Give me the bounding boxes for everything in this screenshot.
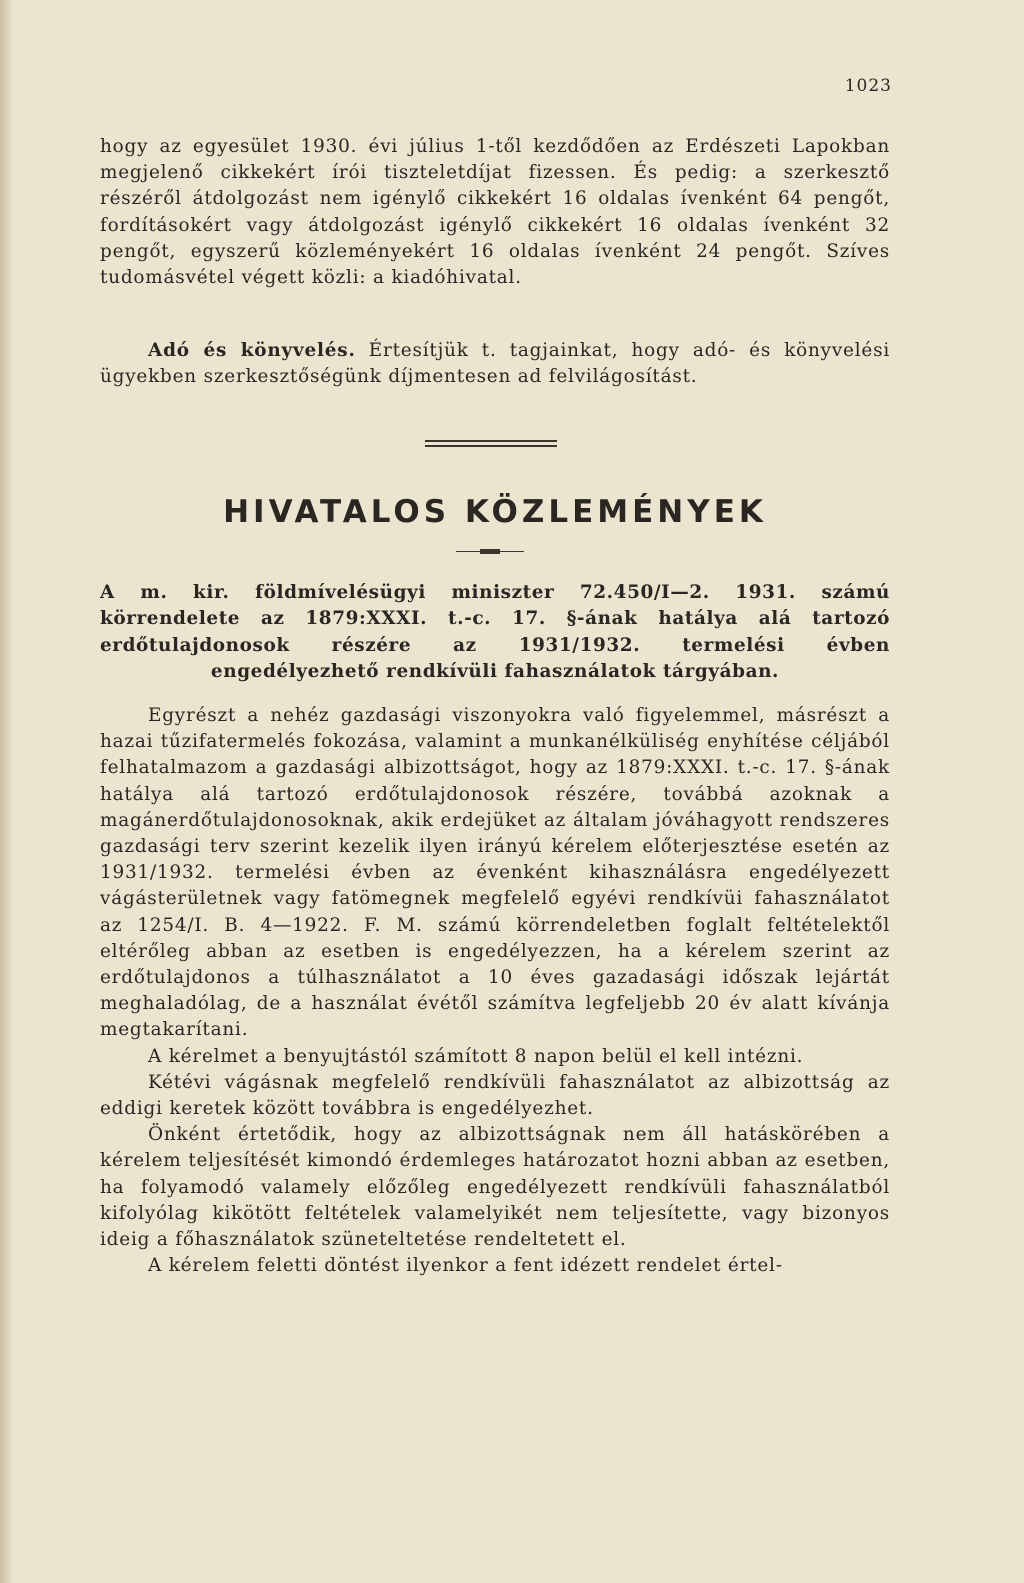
- decree-title: A m. kir. földmívelésügyi miniszter 72.450/I—2. 1931. számú körrendelete az 1879:XXXI. t.-c. 17. §-ának hatálya alá tartozó erdőtulajdonosok részére az 1931/1932. termelési évben engedélyezhető rendkívüli fahasználatok tárgyában.: [100, 582, 890, 683]
- decree-body: [100, 703, 890, 1279]
- ado-paragraph-text: [100, 338, 890, 390]
- ado-title: Adó és könyvelés.: [148, 340, 356, 361]
- decree-paragraph-5: A kérelem feletti döntést ilyenkor a fent idézett rendelet értel-: [148, 1255, 783, 1277]
- decree-paragraph-3: Kétévi vágásnak megfelelő rendkívüli fahasználatot az albizottság az eddigi keretek között továbbra is engedélyezhet.: [100, 1071, 890, 1120]
- decree-paragraph-2: A kérelmet a benyujtástól számított 8 napon belül el kell intézni.: [148, 1045, 804, 1067]
- decree-paragraph-1: Egyrészt a nehéz gazdasági viszonyokra való figyelemmel, másrészt a hazai tűzifatermelés fokozása, valamint a munkanélküliség enyhítése céljából felhatalmazom a gazdasági albizottságot, hogy az 1879:XXXI. t.-c. 17. §-ának hatálya alá tartozó erdőtulajdonosok részére, továbbá azoknak a magánerdőtulajdonosoknak, akik erdejüket az általam jóváhagyott rendszeres gazdasági terv szerint kezelik ilyen irányú kérelem előterjesztése esetén az 1931/1932. termelési évben az évenként kihasználásra engedélyezett vágásterületnek vagy fatömegnek megfelelő egyévi rendkívüi fahasználatot az 1254/I. B. 4—1922. F. M. számú körrendeletben foglalt feltételektől eltérőleg abban az esetben is engedélyezzen, ha a kérelem szerint az erdőtulajdonos a túlhasználatot a 10 éves gazadasági időszak lejártát meghaladólag, de a használat évétől számítva legfeljebb 20 év alatt kívánja megtakarítani.: [100, 705, 890, 1041]
- notice-paragraph-text: hogy az egyesület 1930. évi július 1-től kezdődően az Erdészeti Lapokban megjelenő cikkekért írói tiszteletdíjat fizessen. És pedig: a szerkesztő részéről átdolgozást nem igénylő cikkekért 16 oldalas ívenként 64 pengőt, fordításokért vagy átdolgozást igénylő cikkekért 16 oldalas ívenként 32 pengőt, egyszerű közleményekért 16 oldalas ívenként 24 pengőt. Szíves tudomásvétel végett közli: a kiadóhivatal.: [100, 136, 890, 289]
- decree-paragraph-4: Önként értetődik, hogy az albizottságnak nem áll hatáskörében a kérelem teljesítését kimondó érdemleges határozatot hozni abban az esetben, ha folyamodó valamely előzőleg engedélyezett rendkívüli fahasználatból kifolyólag kikötött feltételek valamelyikét nem teljesítette, vagy bizonyos ideig a főhasználatok szüneteltetése rendeltetett el.: [100, 1124, 890, 1251]
- double-rule-divider: [425, 440, 557, 450]
- notice-paragraph: [100, 134, 890, 291]
- heading-ornament-center: [480, 549, 500, 554]
- page-binding-edge: [0, 0, 14, 1583]
- ado-text: Értesítjük t. tagjainkat, hogy adó- és könyvelési ügyekben szerkesztőségünk díjmentesen ad felvilágosítást.: [100, 340, 891, 388]
- ado-paragraph: [100, 338, 890, 390]
- section-heading: HIVATALOS KÖZLEMÉNYEK: [223, 494, 767, 530]
- page-number: 1023: [844, 76, 892, 96]
